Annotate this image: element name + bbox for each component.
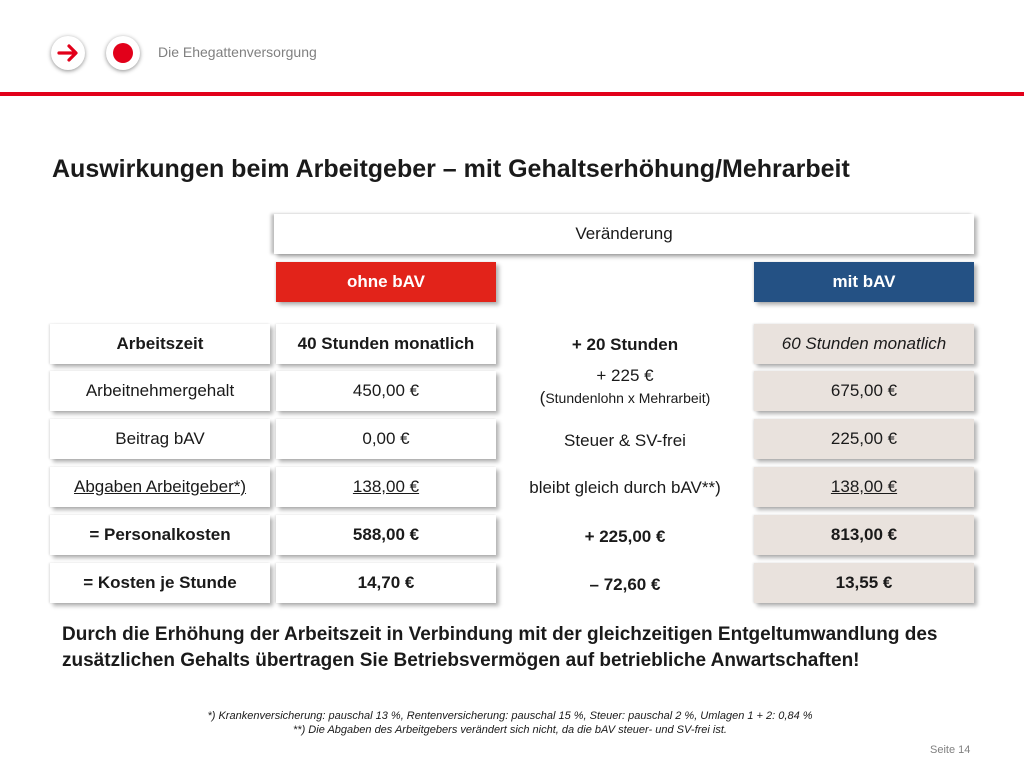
footnote-1: *) Krankenversicherung: pauschal 13 %, Rentenversicherung: pauschal 15 %, Steuer: pauschal 2 %, Umlagen 1 + 2: 0,84 % xyxy=(207,710,813,722)
veraenderung-header: Veränderung xyxy=(274,214,974,254)
change-arbeitnehmergehalt: + 225 € xyxy=(596,366,654,385)
change-kosten-je-stunde: – 72,60 € xyxy=(589,575,661,594)
red-dot-icon xyxy=(106,36,140,70)
arrow-right-icon xyxy=(51,36,85,70)
change-personalkosten: + 225,00 € xyxy=(584,527,666,546)
ohne-bav-header: ohne bAV xyxy=(276,262,496,302)
mit-value-kosten-je-stunde: 13,55 € xyxy=(754,563,974,603)
ohne-value-personalkosten: 588,00 € xyxy=(276,515,496,555)
header-divider xyxy=(0,92,1024,96)
mit-value-arbeitszeit: 60 Stunden monatlich xyxy=(754,324,974,364)
ohne-value-arbeitnehmergehalt: 450,00 € xyxy=(276,371,496,411)
mit-value-abgaben-arbeitgeber: 138,00 € xyxy=(754,467,974,507)
footnote-2: **) Die Abgaben des Arbeitgebers verändert sich nicht, da die bAV steuer- und SV-frei ist. xyxy=(293,724,727,736)
row-label-kosten-je-stunde: = Kosten je Stunde xyxy=(50,563,270,603)
conclusion-text: Durch die Erhöhung der Arbeitszeit in Verbindung mit der gleichzeitigen Entgeltumwandlung des zusätzlichen Gehalts übertragen Sie Betriebsvermögen auf betriebliche Anwartschaften! xyxy=(62,624,938,671)
page-title: Auswirkungen beim Arbeitgeber – mit Gehaltserhöhung/Mehrarbeit xyxy=(52,155,850,183)
ohne-value-kosten-je-stunde: 14,70 € xyxy=(276,563,496,603)
change-detail-arbeitnehmergehalt: (Stundenlohn x Mehrarbeit) xyxy=(539,388,711,407)
row-label-beitrag-bav: Beitrag bAV xyxy=(50,419,270,459)
row-label-abgaben-arbeitgeber: Abgaben Arbeitgeber*) xyxy=(50,467,270,507)
row-label-personalkosten: = Personalkosten xyxy=(50,515,270,555)
section-title: Die Ehegattenversorgung xyxy=(158,44,317,60)
mit-bav-header: mit bAV xyxy=(754,262,974,302)
change-beitrag-bav: Steuer & SV-frei xyxy=(564,431,686,450)
ohne-value-abgaben-arbeitgeber: 138,00 € xyxy=(276,467,496,507)
mit-value-beitrag-bav: 225,00 € xyxy=(754,419,974,459)
change-abgaben-arbeitgeber: bleibt gleich durch bAV**) xyxy=(529,478,721,497)
row-label-arbeitnehmergehalt: Arbeitnehmergehalt xyxy=(50,371,270,411)
ohne-value-arbeitszeit: 40 Stunden monatlich xyxy=(276,324,496,364)
change-arbeitszeit: + 20 Stunden xyxy=(571,335,679,354)
ohne-value-beitrag-bav: 0,00 € xyxy=(276,419,496,459)
mit-value-arbeitnehmergehalt: 675,00 € xyxy=(754,371,974,411)
row-label-arbeitszeit: Arbeitszeit xyxy=(50,324,270,364)
mit-value-personalkosten: 813,00 € xyxy=(754,515,974,555)
page-number: Seite 14 xyxy=(930,744,971,756)
